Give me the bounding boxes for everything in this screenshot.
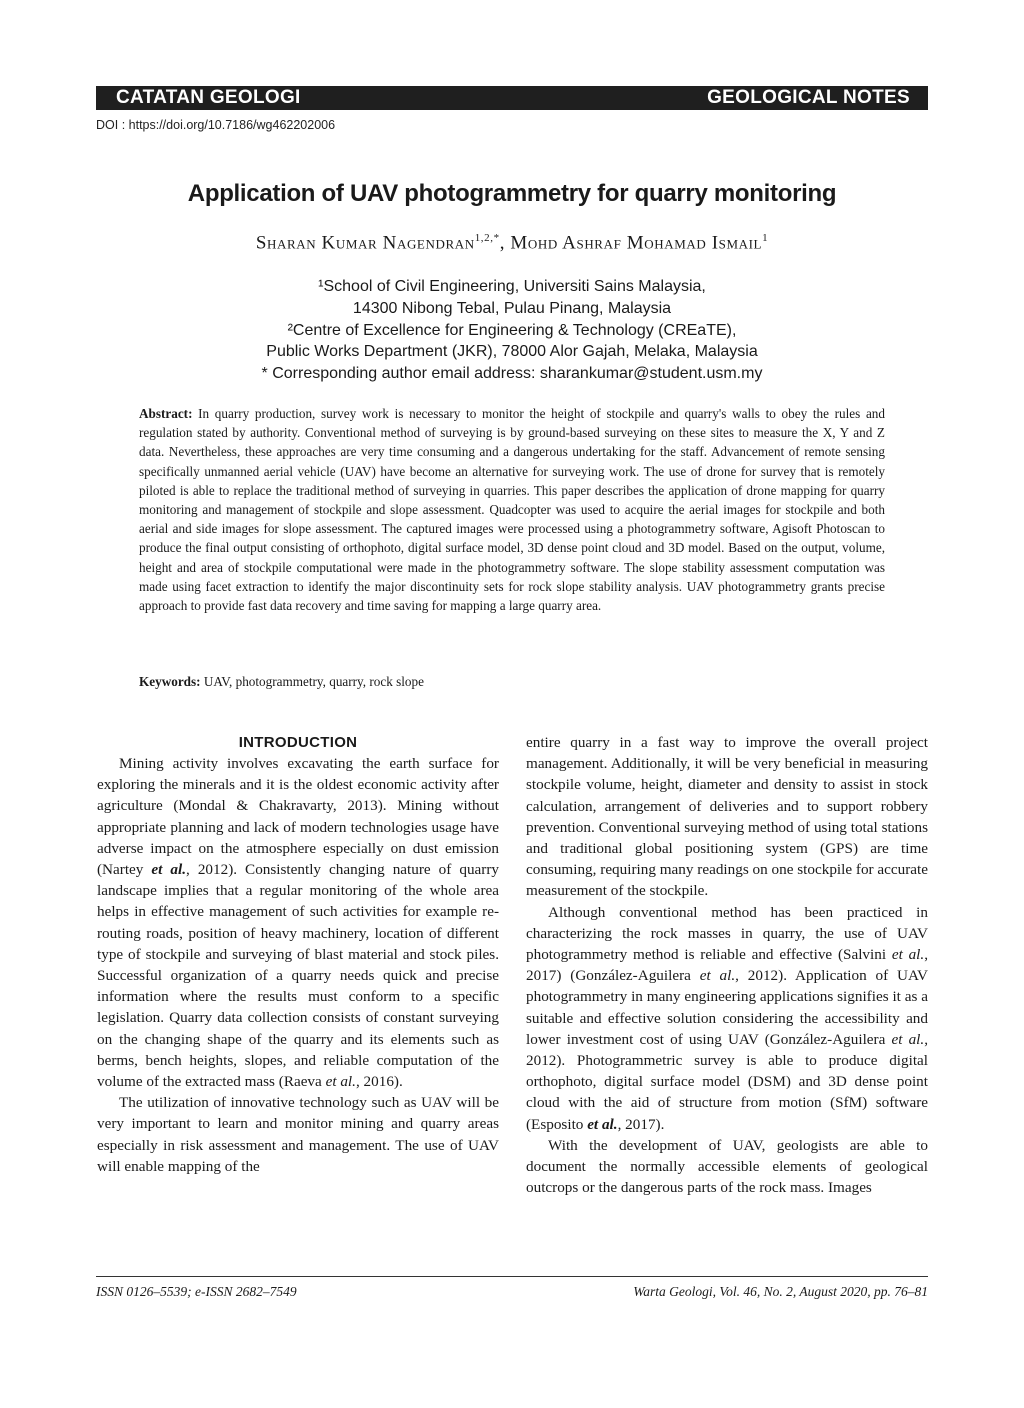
affiliation-line: 14300 Nibong Tebal, Pulau Pinang, Malaysia [352, 299, 672, 317]
footer-issn: ISSN 0126–5539; e-ISSN 2682–7549 [96, 1284, 297, 1299]
keywords-text: UAV, photogrammetry, quarry, rock slope [200, 674, 424, 689]
abstract-block [139, 404, 885, 615]
body-paragraph: entire quarry in a fast way to improve the overall project management. Additionally, it will be very beneficial in measuring stockpile volume, height, diameter and density to assist in stock calculation, arrangement of deliveries and to support robbery prevention. Conventional surveying method of using total stations and traditional global positioning system (GPS) are time consuming, requiring many readings on one stockpile for accurate measurement of the stockpile. [526, 734, 928, 900]
body-column-left [97, 732, 499, 1177]
author-2-marks: 1 [762, 232, 769, 244]
body-paragraph: Although conventional method has been practiced in characterizing the rock masses in quarry, the use of UAV photogrammetry method is reliable and effective (Salvini et al., 2017) (González-Aguilera et al., 2012). Application of UAV photogrammetry in many engineering applications signifies it as a suitable and effective solution considering the accessibility and lower investment cost of using UAV (González-Aguilera et al., 2012). Photogrammetric survey is able to produce digital orthophoto, digital surface model (DSM) and 3D dense point cloud with the aid of structure from motion (SfM) software (Esposito et al., 2017). [526, 903, 928, 1133]
affiliation-line: ¹School of Civil Engineering, Universiti Sains Malaysia, [318, 278, 706, 295]
body-paragraph: Mining activity involves excavating the earth surface for exploring the minerals and it is the oldest economic activity after agriculture (Mondal & Chakravarty, 2013). Mining without appropriate planning and lack of modern technologies usage have adverse impact on the atmosphere especially on dust emission (Nartey et al., 2012). Consistently changing nature of quarry landscape implies that a regular monitoring of the whole area helps in effective management of such activities for example re-routing roads, position of heavy machinery, location of different type of stockpile and surveying of blast material and stock piles. Successful organization of a quarry needs quick and precise information where the results must conform to a specific legislation. Quarry data collection consists of constant surveying on the changing shape of the quarry and its elements such as berms, bench heights, slopes, and reliable computation of the volume of the extracted mass (Raeva et al., 2016). [97, 755, 499, 1091]
doi-line[interactable]: DOI : https://doi.org/10.7186/wg462202006 [96, 118, 336, 132]
author-2-name: Mohd Ashraf Mohamad Ismail [510, 232, 763, 254]
abstract-label: Abstract: [139, 406, 193, 421]
paper-title: Application of UAV photogrammetry for quarry monitoring [187, 180, 837, 207]
affiliation-line: ²Centre of Excellence for Engineering & Technology (CREaTE), [287, 321, 737, 339]
section-label-english: GEOLOGICAL NOTES [707, 87, 910, 108]
author-1-name: Sharan Kumar Nagendran [255, 232, 475, 254]
corresponding-author-line[interactable]: * Corresponding author email address: sharankumar@student.usm.my [261, 365, 763, 383]
footer-citation: Warta Geologi, Vol. 46, No. 2, August 2020, pp. 76–81 [633, 1284, 928, 1299]
journal-header-bar [96, 86, 928, 110]
author-1-marks: 1,2,* [474, 232, 500, 244]
author-separator: , [499, 232, 511, 254]
affiliations-block [96, 276, 928, 385]
author-line [96, 232, 928, 254]
section-heading-introduction: INTRODUCTION [238, 734, 358, 751]
keywords-line [139, 674, 885, 690]
affiliation-line: Public Works Department (JKR), 78000 Alor Gajah, Melaka, Malaysia [266, 343, 758, 361]
keywords-label: Keywords: [139, 674, 201, 689]
body-column-right [526, 732, 928, 1198]
abstract-text: In quarry production, survey work is necessary to monitor the height of stockpile and quarry's walls to obey the rules and regulation stated by authority. Conventional method of surveying is by ground-based surveying on these sites to measure the X, Y and Z data. Nevertheless, these approaches are very time consuming and a dangerous undertaking for the staff. Advancement of remote sensing specifically unmanned aerial vehicle (UAV) have become an alternative for surveying work. The use of drone for survey that is remotely piloted is able to replace the traditional method of surveying in quarries. This paper describes the application of drone mapping for quarry monitoring and management of stockpile and slope assessment. Quadcopter was used to acquire the aerial images for stockpile and both aerial and side images for slope assessment. The captured images were processed using a photogrammetry software, Agisoft Photoscan to produce the final output consisting of orthophoto, digital surface model, 3D dense point cloud and 3D model. Based on the output, volume, height and area of stockpile computational were made in the photogrammetry software. The slope stability assessment computation was made using facet extraction to identify the major discontinuity sets for rock slope stability analysis. UAV photogrammetry grants precise approach to provide fast data recovery and time saving for mapping a large quarry area. [139, 406, 885, 614]
body-paragraph: The utilization of innovative technology such as UAV will be very important to learn and monitor mining and quarry areas especially in risk assessment and management. The use of UAV will enable mapping of the [97, 1094, 499, 1175]
section-label-malay: CATATAN GEOLOGI [116, 87, 301, 108]
body-paragraph: With the development of UAV, geologists are able to document the normally accessible elements of geological outcrops or the dangerous parts of the rock mass. Images [526, 1136, 928, 1197]
footer-divider [96, 1276, 928, 1277]
